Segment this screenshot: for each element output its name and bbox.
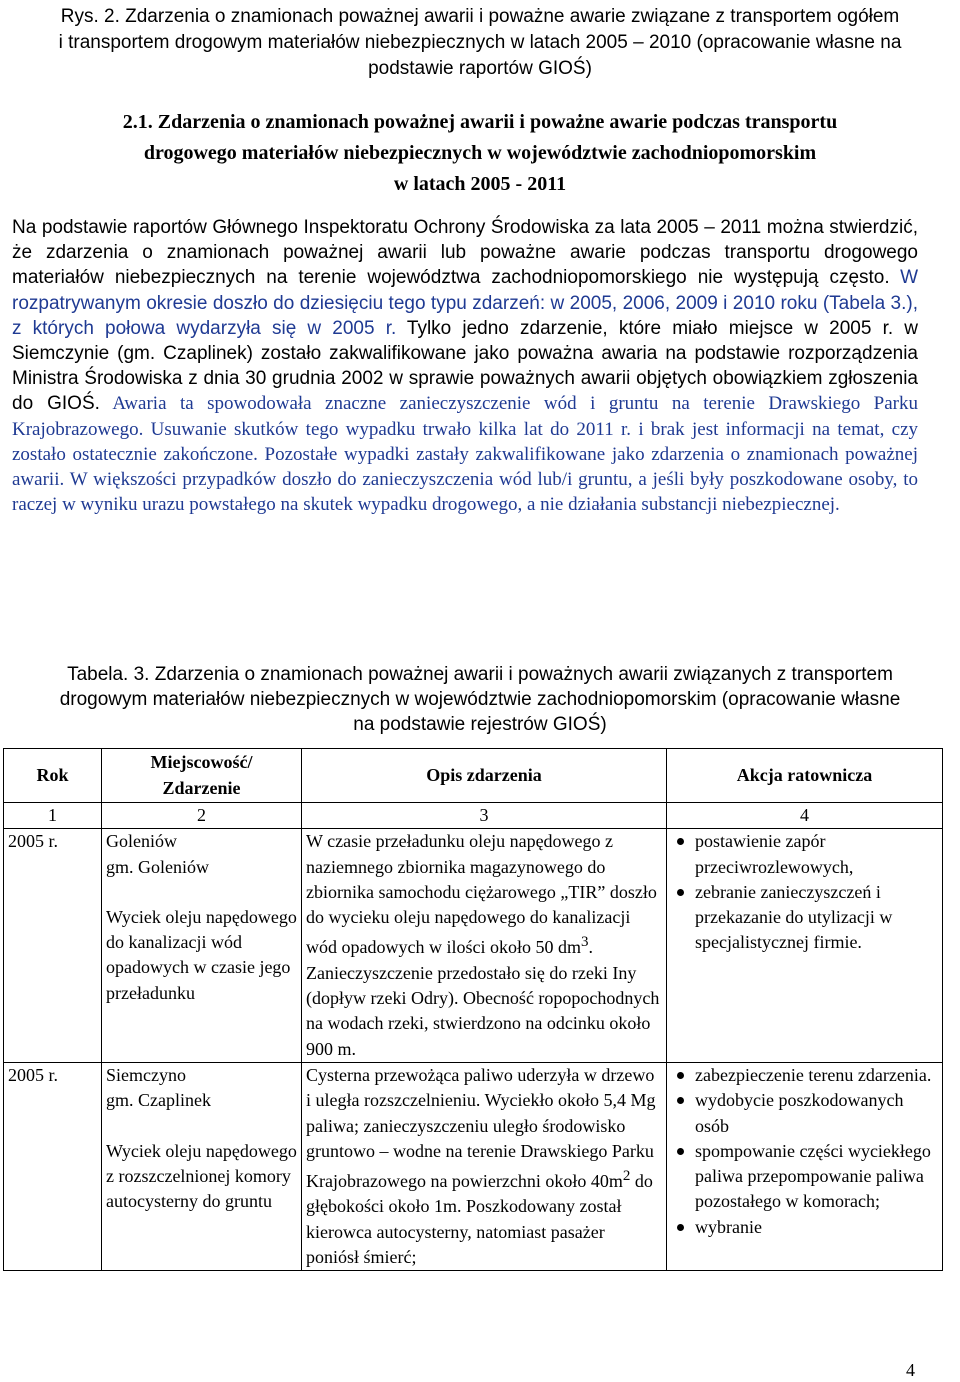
action-item: zebranie zanieczyszczeń i przekazanie do utylizacji w specjalistycznej firmie. xyxy=(695,880,938,956)
header-opis: Opis zdarzenia xyxy=(302,749,667,803)
figure-caption-line: i transportem drogowym materiałów niebezpiecznych w latach 2005 – 2010 (opracowanie własne na xyxy=(58,32,902,53)
table-caption-line: drogowym materiałów niebezpiecznych w województwie zachodniopomorskim (opracowanie własne xyxy=(59,689,901,710)
table-header-row xyxy=(4,749,943,803)
section-heading xyxy=(40,107,920,200)
row-place xyxy=(102,829,302,1063)
page-number: 4 xyxy=(906,1360,915,1380)
row-actions xyxy=(667,829,943,1063)
place-name: Siemczyno xyxy=(106,1064,186,1085)
table-caption xyxy=(10,662,950,737)
sentence: Na podstawie raportów Głównego Inspektoratu Ochrony Środowiska za lata 2005 – 2011 można stwierdzić, że zdarzenia o znamionach poważnej awarii lub poważne awarie podczas transportu drogowego materiałów niebezpiecznych na terenie województwa zachodniopomorskiego nie występują często. xyxy=(12,217,918,289)
column-number: 2 xyxy=(102,803,302,829)
action-item: wydobycie poszkodowanych osób xyxy=(695,1088,938,1139)
action-item: wybranie xyxy=(695,1215,938,1240)
header-miejscowosc xyxy=(102,749,302,803)
action-item: zabezpieczenie terenu zdarzenia. xyxy=(695,1063,938,1088)
actions-list xyxy=(671,829,938,955)
column-number: 4 xyxy=(667,803,943,829)
event-summary: Wyciek oleju napędowego do kanalizacji wód opadowych w czasie jego przeładunku xyxy=(106,906,297,1003)
section-heading-line: drogowego materiałów niebezpiecznych w województwie zachodniopomorskim xyxy=(143,142,817,164)
place-name: Goleniów xyxy=(106,831,177,852)
table-row xyxy=(4,829,943,1063)
figure-caption xyxy=(10,4,950,82)
column-number-row xyxy=(4,803,943,829)
sentence: Usuwanie skutków tego wypadku trwało kilka lat do 2011 r. i brak jest informacji na temat, czy zostało ostatecznie zakończone. xyxy=(12,418,918,465)
sentence: W rozpatrywanym okresie doszło do dziesięciu tego typu zdarzeń: w 2005, 2006, 2009 i 2010 roku (Tabela 3.), z których połowa wydarzyła się w 2005 r. xyxy=(12,267,919,339)
row-year: 2005 r. xyxy=(4,1062,102,1270)
figure-caption-line: podstawie raportów GIOŚ) xyxy=(368,58,592,79)
header-miejscowosc-line2: Zdarzenie xyxy=(162,777,241,798)
description-text: Cysterna przewożąca paliwo uderzyła w drzewo i uległa rozszczelnieniu. Wyciekło około 5,4 Mg paliwa; zanieczyszczeniu uległo środowisko gruntowo – wodne na terenie Drawskiego Parku Krajobrazowego na powierzchni około 40m xyxy=(306,1064,656,1192)
sentence: Tylko jedno zdarzenie, które miało miejsce w 2005 r. w Siemczynie (gm. Czaplinek) zostało zakwalifikowane jako poważna awaria na podstawie rozporządzenia Ministra Środowiska z dnia 30 grudnia 2002 w sprawie poważnych awarii objętych obowiązkiem zgłoszenia do GIOŚ. xyxy=(12,317,918,415)
table-caption-line: na podstawie rejestrów GIOŚ) xyxy=(353,714,607,735)
sentence: Awaria ta spowodowała znaczne zanieczyszczenie wód i gruntu na terenie Drawskiego Parku Krajobrazowego. xyxy=(12,393,919,440)
commune-name: gm. Czaplinek xyxy=(106,1090,211,1111)
body-paragraph xyxy=(12,215,918,517)
event-summary: Wyciek oleju napędowego z rozszczelnionej komory autocysterny do gruntu xyxy=(106,1140,297,1212)
description-text: . Zanieczyszczenie przedostało się do rzeki Iny (dopływ rzeki Odry). Obecność ropopochodnych na wodach rzeki, stwierdzono na odcinku około 900 m. xyxy=(306,937,660,1059)
row-year: 2005 r. xyxy=(4,829,102,1063)
header-rok: Rok xyxy=(4,749,102,803)
row-description xyxy=(302,829,667,1063)
figure-caption-line: Rys. 2. Zdarzenia o znamionach poważnej awarii i poważne awarie związane z transportem ogółem xyxy=(60,6,900,27)
row-actions xyxy=(667,1062,943,1270)
column-number: 3 xyxy=(302,803,667,829)
header-akcja: Akcja ratownicza xyxy=(667,749,943,803)
header-miejscowosc-line1: Miejscowość/ xyxy=(150,752,253,773)
section-heading-line: 2.1. Zdarzenia o znamionach poważnej awarii i poważne awarie podczas transportu xyxy=(122,111,838,133)
commune-name: gm. Goleniów xyxy=(106,856,209,877)
table-caption-line: Tabela. 3. Zdarzenia o znamionach poważnej awarii i poważnych awarii związanych z transportem xyxy=(67,664,893,685)
column-number: 1 xyxy=(4,803,102,829)
description-text: W czasie przeładunku oleju napędowego z naziemnego zbiornika magazynowego do zbiornika samochodu ciężarowego „TIR” doszło do wycieku oleju napędowego do kanalizacji wód opadowych w ilości około 50 dm xyxy=(306,831,657,958)
action-item: postawienie zapór przeciwrozlewowych, xyxy=(695,829,938,880)
table-row xyxy=(4,1062,943,1270)
actions-list xyxy=(671,1063,938,1240)
sentence: W większości przypadków doszło do zanieczyszczenia wód lub/i gruntu, a jeśli były poszkodowane osoby, to raczej w wyniku urazu powstałego na skutek wypadku drogowego, a nie działania substancji niebezpiecznej. xyxy=(12,469,918,516)
row-place xyxy=(102,1062,302,1270)
section-heading-line: w latach 2005 - 2011 xyxy=(393,173,567,195)
action-item: spompowanie części wyciekłego paliwa przepompowanie paliwa pozostałego w komorach; xyxy=(695,1139,938,1215)
events-table xyxy=(3,748,943,1271)
unit-superscript: 2 xyxy=(622,1168,631,1185)
description-text: do głębokości około 1m. Poszkodowany został kierowca autocysterny, natomiast pasażer poniósł śmierć; xyxy=(306,1171,653,1268)
row-description xyxy=(302,1062,667,1270)
unit-superscript: 3 xyxy=(580,934,589,951)
sentence: Pozostałe wypadki zastały zakwalifikowane jako zdarzenia o znamionach poważnej awarii. xyxy=(12,443,918,491)
